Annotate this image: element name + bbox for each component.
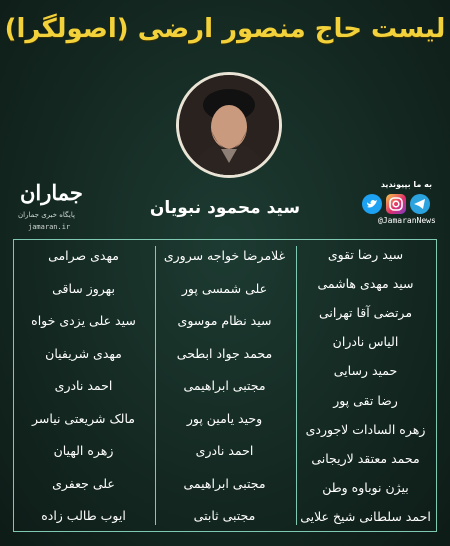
list-item: مجتبی ابراهیمی [183,378,266,393]
list-item: حمید رسایی [333,363,398,379]
list-item: بهروز ساقی [52,280,115,296]
logo-wordmark: جماران [20,180,83,205]
list-item: احمد نادری [54,378,113,393]
avatar [176,72,282,178]
list-item: احمد سلطانی شیخ علایی [300,508,431,524]
candidate-table [13,239,437,532]
list-item: رضا تقی پور [333,392,398,408]
list-item: وحید یامین پور [186,410,263,426]
jamaran-logo [14,180,94,236]
list-item: سید مهدی هاشمی [317,276,414,292]
social-handle: @JamaranNews [378,216,436,225]
list-item: محمد جواد ابطحی [176,345,273,361]
list-column-2 [154,246,295,526]
list-item: سید علی یزدی خواه [31,313,136,328]
list-item: مهدی صرامی [48,248,119,263]
list-item: بیژن نوباوه وطن [322,479,409,495]
list-column-3 [13,246,154,526]
social-block [356,180,436,232]
list-item: زهره الهیان [53,443,114,458]
page-title: لیست حاج منصور ارضی (اصولگرا) [4,14,446,44]
list-item: مجتبی ابراهیمی [183,475,266,491]
list-item: سید رضا تقوی [327,247,404,262]
social-title: به ما بپیوندید [380,180,432,189]
list-item: علی جعفری [52,475,115,491]
candidate-name: سید محمود نبویان [149,198,301,218]
list-item: مجتبی ثابتی [193,508,256,523]
instagram-icon[interactable] [386,194,406,214]
list-item: مهدی شریفیان [45,345,122,361]
list-item: غلامرضا خواجه سروری [163,248,286,263]
list-item: علی شمسی پور [181,280,268,296]
list-item: الیاس نادران [332,334,399,350]
list-item: مالک شریعتی نیاسر [32,410,135,426]
logo-url: jamaran.ir [28,223,71,231]
list-item: احمد نادری [195,443,254,458]
twitter-icon[interactable] [362,194,382,214]
logo-subtitle: پایگاه خبری جماران [18,211,75,219]
list-item: مرتضی آقا تهرانی [318,305,413,321]
telegram-icon[interactable] [410,194,430,214]
list-item: محمد معتقد لاریجانی [311,450,420,466]
list-column-1 [295,246,436,526]
list-item: ایوب طالب زاده [41,508,126,523]
list-item: زهره السادات لاجوردی [305,421,426,437]
list-item: سید نظام موسوی [177,313,272,328]
